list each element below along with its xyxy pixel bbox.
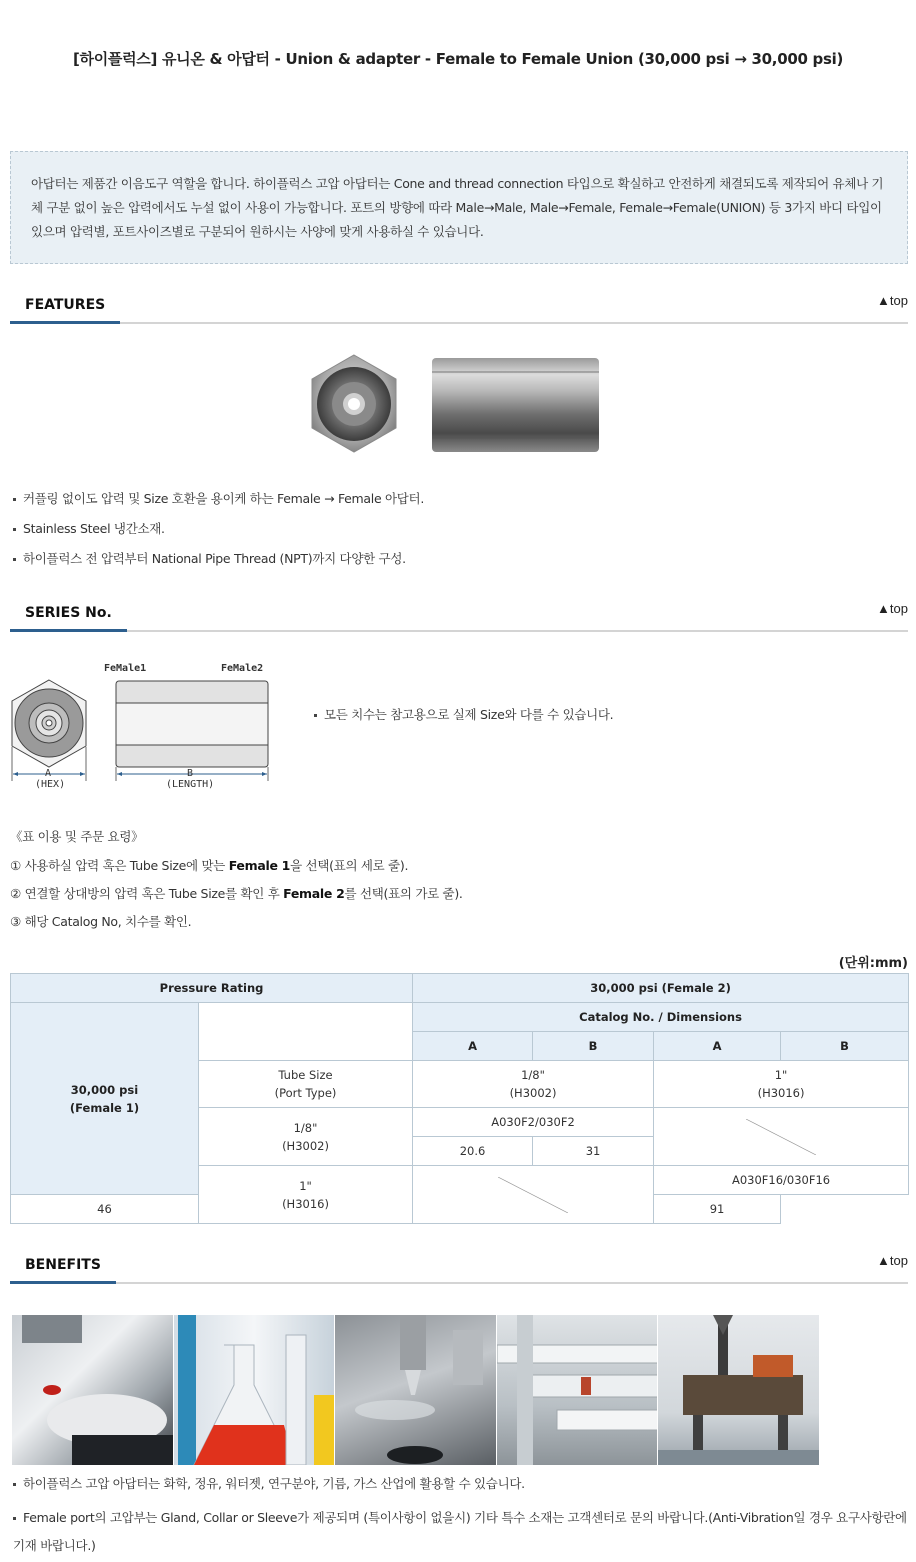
spec-table	[10, 973, 909, 1224]
refinery-pipes-photo	[497, 1315, 659, 1465]
series-top-link[interactable]: ▲top	[877, 601, 908, 616]
catalog-no-cell: A030F2/030F2	[413, 1108, 654, 1137]
dim-b-cell: 31	[533, 1137, 654, 1166]
dim-b-sub: (LENGTH)	[166, 779, 215, 790]
benefits-section-header	[10, 1250, 908, 1284]
benefits-photo-strip	[12, 1315, 820, 1465]
dim-a-cell: 20.6	[413, 1137, 533, 1166]
col-a-header: A	[654, 1032, 781, 1061]
unit-label: (단위:mm)	[838, 956, 908, 971]
series-title: SERIES No.	[10, 598, 127, 632]
offshore-platform-photo	[658, 1315, 820, 1465]
col-b-header: B	[533, 1032, 654, 1061]
order-heading: 《표 이용 및 주문 요령》	[10, 829, 144, 844]
blank-cell	[199, 1003, 413, 1061]
female2-size-1: 1/8" (H3002)	[413, 1061, 654, 1108]
female2-label: FeMale2	[221, 663, 264, 674]
dim-a-label: A	[45, 768, 52, 779]
order-step-1: ① 사용하실 압력 혹은 Tube Size에 맞는 Female 1을 선택(표의 세로 줄).	[10, 858, 409, 873]
benefit-item: Female port의 고압부는 Gland, Collar or Sleeve가 제공되며 (특이사항이 없을시) 기타 특수 소재는 고객센터로 문의 바랍니다.(Anti-Vibration일 경우 요구사항란에 기재 바랍니다.)	[13, 1504, 907, 1560]
benefits-top-link[interactable]: ▲top	[877, 1253, 908, 1268]
table-row-size: 1/8" (H3002)	[199, 1108, 413, 1166]
series-note: 모든 치수는 참고용으로 실제 Size와 다를 수 있습니다.	[314, 705, 613, 723]
order-step-3: ③ 해당 Catalog No, 치수를 확인.	[10, 914, 192, 929]
features-title: FEATURES	[10, 290, 120, 324]
intro-box	[10, 151, 908, 264]
dim-b-cell: 91	[654, 1195, 781, 1224]
features-section-header	[10, 290, 908, 324]
col-b-header: B	[781, 1032, 909, 1061]
pressure-rating-header: Pressure Rating	[11, 974, 413, 1003]
not-applicable-cell	[413, 1166, 654, 1224]
col-a-header: A	[413, 1032, 533, 1061]
feature-item: Stainless Steel 냉간소재.	[13, 519, 165, 537]
catalog-header: Catalog No. / Dimensions	[413, 1003, 909, 1032]
waterjet-photo	[335, 1315, 497, 1465]
female1-cell: 30,000 psi (Female 1)	[11, 1003, 199, 1195]
dim-b-label: B	[187, 768, 194, 779]
female2-header: 30,000 psi (Female 2)	[413, 974, 909, 1003]
page-title: [하이플럭스] 유니온 & 아답터 - Union & adapter - Female to Female Union (30,000 psi → 30,000 psi)	[72, 50, 843, 68]
order-step-2: ② 연결할 상대방의 압력 혹은 Tube Size를 확인 후 Female 2를 선택(표의 가로 줄).	[10, 886, 463, 901]
not-applicable-cell	[654, 1108, 909, 1166]
intro-text: 아답터는 제품간 이음도구 역할을 합니다. 하이플럭스 고압 아답터는 Cone and thread connection 타입으로 확실하고 안전하게 채결되도록 제작되어 유체나 기체 구분 없이 높은 압력에서도 누설 없이 사용이 가능합니다. 포트의 방향에 따라 Male→Male, Male→Female, Female→Female(UNION) 등 3가지 바디 타입이 있으며 압력별, 포트사이즈별로 구분되어 원하시는 사양에 맞게 사용하실 수 있습니다.	[31, 176, 884, 239]
benefit-item: 하이플럭스 고압 아답터는 화학, 정유, 워터젯, 연구분야, 기름, 가스 산업에 활용할 수 있습니다.	[13, 1474, 525, 1492]
tube-size-header: Tube Size (Port Type)	[199, 1061, 413, 1108]
female1-label: FeMale1	[104, 663, 147, 674]
product-image	[306, 352, 606, 458]
dim-a-sub: (HEX)	[35, 779, 66, 790]
dim-a-cell: 46	[11, 1195, 199, 1224]
benefits-title: BENEFITS	[10, 1250, 116, 1284]
dimension-drawing	[10, 677, 272, 781]
chemistry-photo	[174, 1315, 336, 1465]
catalog-no-cell: A030F16/030F16	[654, 1166, 909, 1195]
table-row-size: 1" (H3016)	[199, 1166, 413, 1224]
female2-size-2: 1" (H3016)	[654, 1061, 909, 1108]
feature-item: 하이플럭스 전 압력부터 National Pipe Thread (NPT)까지 다양한 구성.	[13, 549, 406, 567]
lab-photo	[12, 1315, 174, 1465]
feature-item: 커플링 없이도 압력 및 Size 호환을 용이케 하는 Female → Female 아답터.	[13, 489, 424, 507]
series-section-header	[10, 598, 908, 632]
features-top-link[interactable]: ▲top	[877, 293, 908, 308]
